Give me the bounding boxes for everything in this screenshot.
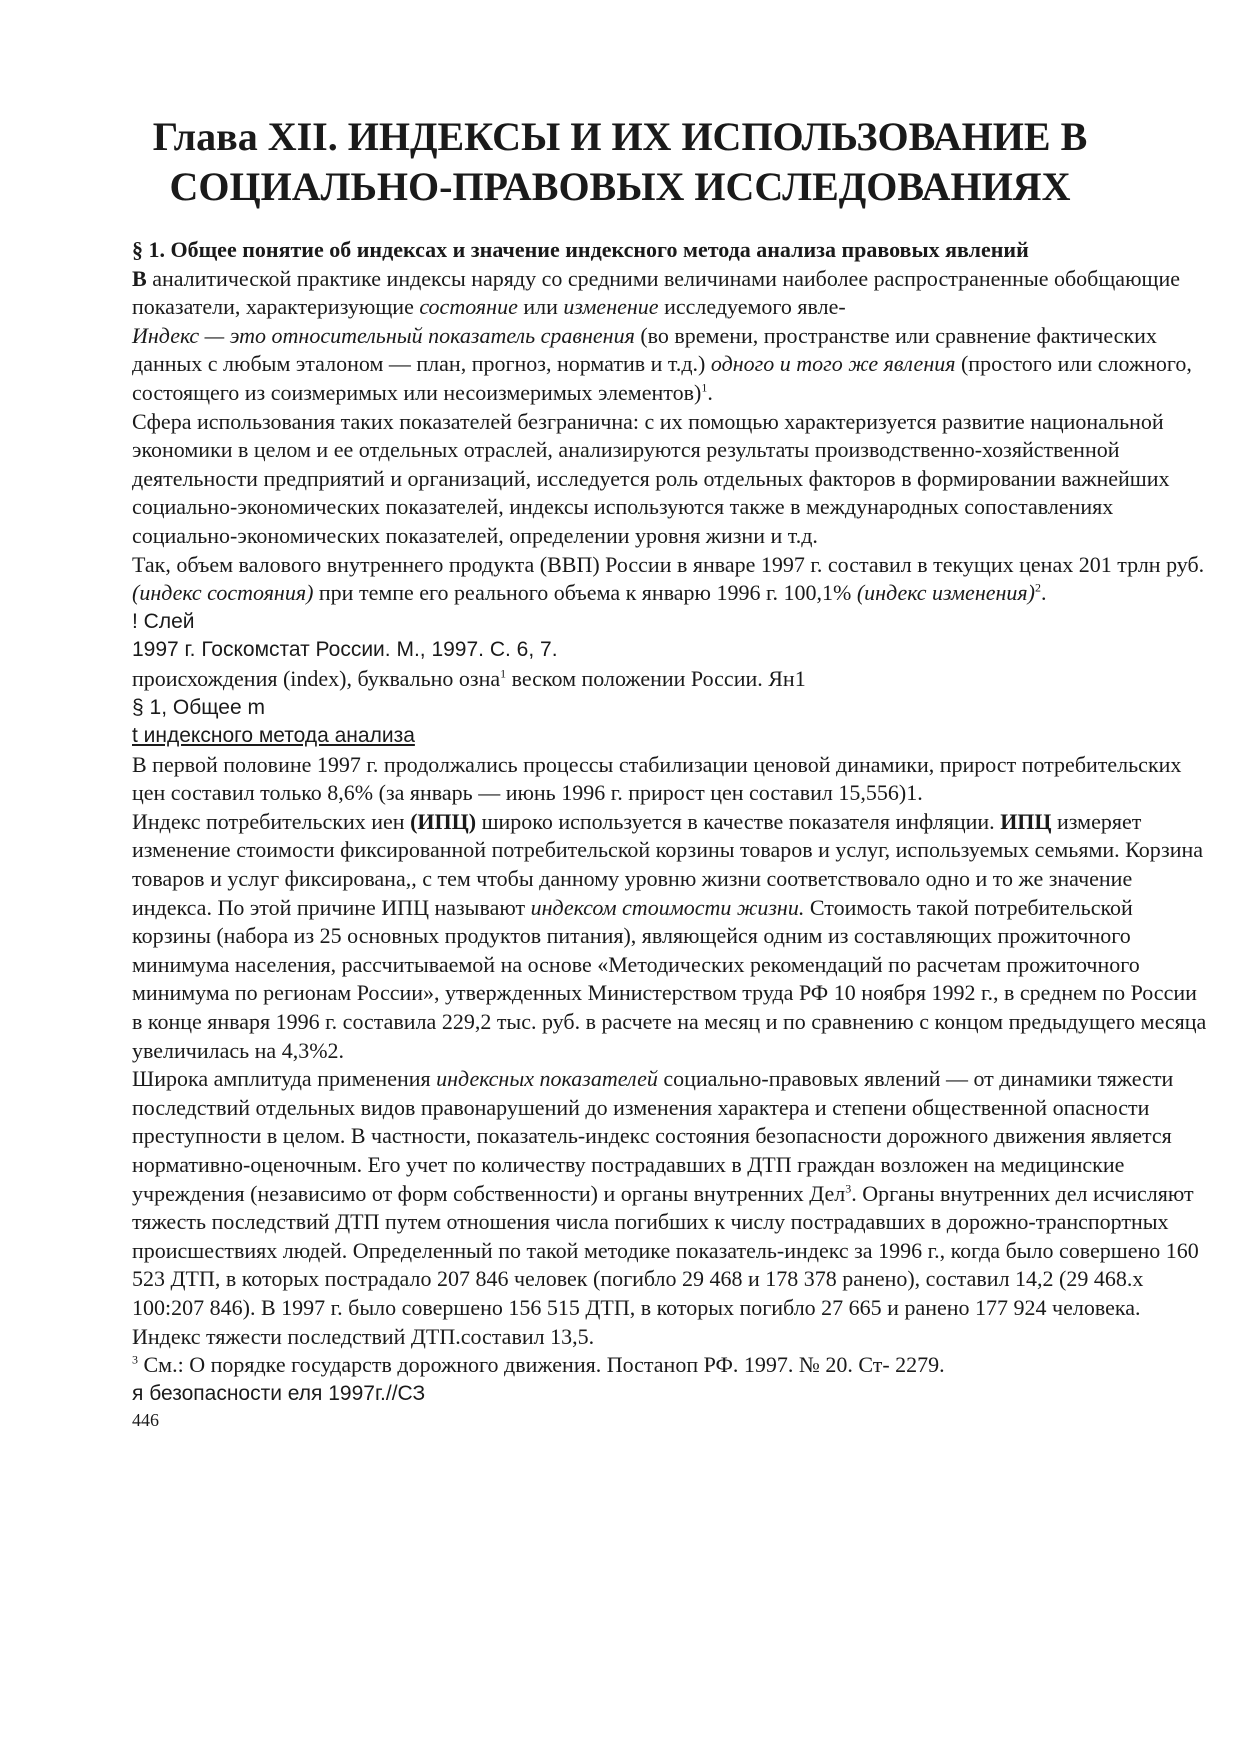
- paragraph: Сфера использования таких показателей безгранична: с их помощью характеризуется развитие национальной экономики в целом и ее отдельных отраслей, анализируются результаты производственно-хозяйственной деятельности предприятий и организаций, исследуется роль отдельных факторов в формировании важнейших социально-экономических показателей, индексы используются также в международных сопоставлениях социально-экономических показателей, определении уровня жизни и т.д.: [132, 408, 1170, 548]
- paragraph: В аналитической практике индексы наряду со средними величинами наиболее распространенные обобщающие показатели, характеризующие состояние или изменение исследуемого явле-: [132, 265, 1180, 320]
- paragraph: Индекс — это относительный показатель сравнения (во времени, пространстве или сравнение фактических данных с любым эталоном — план, прогноз, норматив и т.д.) одного и того же явления (простого или сложного, состоящего из соизмеримых или несоизмеримых элементов)$^1$.: [132, 322, 1192, 405]
- ocr-fragment: 1997 г. Госкомстат России. М., 1997. С. 6, 7.: [132, 638, 558, 662]
- page-number: 446: [132, 1410, 159, 1431]
- ocr-fragment: ! Слей: [132, 609, 195, 633]
- chapter-title-line-2: СОЦИАЛЬНО-ПРАВОВЫХ ИССЛЕДОВАНИЯХ: [169, 164, 1071, 209]
- ocr-fragment-underlined: t индексного метода анализа: [132, 724, 415, 748]
- body-text: [132, 236, 1212, 1432]
- paragraph: Широка амплитуда применения индексных показателей социально-правовых явлений — от динамики тяжести последствий отдельных видов правонарушений до изменения характера и степени общественной опасности преступности в целом. В частности, показатель-индекс состояния безопасности дорожного движения является нормативно-оценочным. Его учет по количеству пострадавших в ДТП граждан возложен на медицинские учреждения (независимо от форм собственности) и органы внутренних Дел$^3$. Органы внутренних дел исчисляют тяжесть последствий ДТП путем отношения числа погибших к числу пострадавших в дорожно-транспортных происшествиях людей. Определенный по такой методике показатель-индекс за 1996 г., когда было совершено 160 523 ДТП, в которых пострадало 207 846 человек (погибло 29 468 и 178 378 ранено), составил 14,2 (29 468.х 100:207 846). В 1997 г. было совершено 156 515 ДТП, в которых погибло 27 665 и ранено 177 924 человека. Индекс тяжести последствий ДТП.составил 13,5.: [132, 1066, 1199, 1349]
- footnote: $^3$ См.: О порядке государств дорожного движения. Постаноп РФ. 1997. № 20. Ст- 2279.: [132, 1352, 945, 1378]
- paragraph: Так, объем валового внутреннего продукта (ВВП) России в январе 1997 г. составил в текущих ценах 201 трлн руб. (индекс состояния) при темпе его реального объема к январю 1996 г. 100,1% (индекс изменения)$^2$.: [132, 551, 1205, 606]
- section-heading: § 1. Общее понятие об индексах и значение индексного метода анализа правовых явлений: [132, 237, 1029, 262]
- chapter-title: [150, 112, 1090, 212]
- footnote-ref: 3: [845, 1181, 852, 1196]
- paragraph: Индекс потребительских иен (ИПЦ) широко используется в качестве показателя инфляции. ИПЦ измеряет изменение стоимости фиксированной потребительской корзины товаров и услуг, используемых семьями. Корзина товаров и услуг фиксирована,, с тем чтобы данному уровню жизни соответствовало одно и то же значение индекса. По этой причине ИПЦ называют индексом стоимости жизни. Стоимость такой потребительской корзины (набора из 25 основных продуктов питания), являющейся одним из составляющих прожиточного минимума населения, рассчитываемой на основе «Методических рекомендаций по расчетам прожиточного минимума по регионам России», утвержденных Министерством труда РФ 10 ноября 1992 г., в среднем по России в конце января 1996 г. составила 229,2 тыс. руб. в расчете на месяц и по сравнению с концом предыдущего месяца увеличилась на 4,3%2.: [132, 808, 1207, 1063]
- footnote-ref: 1: [701, 380, 708, 395]
- paragraph: В первой половине 1997 г. продолжались процессы стабилизации ценовой динамики, прирост потребительских цен составил только 8,6% (за январь — июнь 1996 г. прирост цен составил 15,556)1.: [132, 751, 1182, 806]
- footnote-ref: 2: [1034, 580, 1041, 595]
- ocr-fragment: § 1, Общее m: [132, 695, 265, 719]
- ocr-fragment: я безопасности еля 1997г.//СЗ: [132, 1381, 426, 1405]
- chapter-title-line-1: Глава XII. ИНДЕКСЫ И ИХ ИСПОЛЬЗОВАНИЕ В: [152, 114, 1088, 159]
- ocr-fragment: происхождения (index), буквально озна$^1$ веском положении России. Ян1: [132, 665, 806, 691]
